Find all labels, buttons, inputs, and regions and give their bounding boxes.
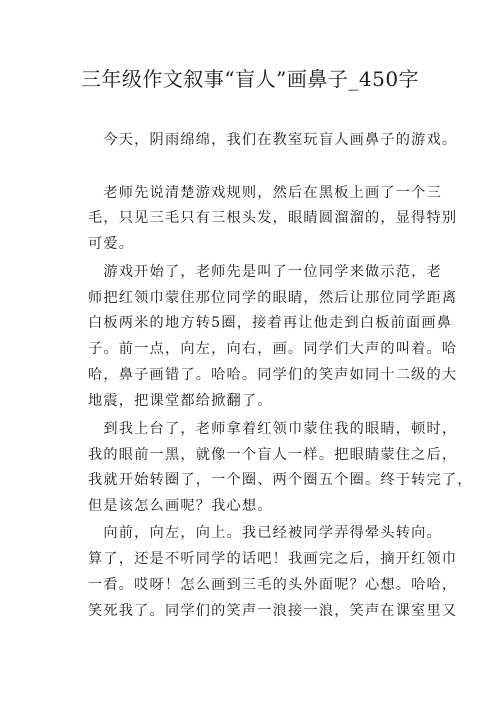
paragraph-line: 但是该怎么画呢？我心想。 [88,498,273,514]
paragraph-line: 我的眼前一黑，就像一个盲人一样。把眼睛蒙住之后， [88,447,458,463]
paragraph-line: 哈，鼻子画错了。哈哈。同学们的笑声如同十二级的大 [88,367,458,383]
paragraph-line: 子。前一点，向左，向右，画。同学们大声的叫着。哈 [88,341,458,357]
document-title: 三年级作文叙事“盲人”画鼻子_450字 [80,67,420,91]
paragraph-line: 我就开始转圈了，一个圈、两个圈五个圈。终于转完了， [88,472,473,488]
paragraph-line: 毛，只见三毛只有三根头发，眼睛圆溜溜的，显得特别 [88,210,458,226]
paragraph-line: 到我上台了，老师拿着红领巾蒙住我的眼睛，顿时， [88,421,458,437]
paragraph-line: 笑死我了。同学们的笑声一浪接一浪，笑声在课室里又 [88,603,458,619]
paragraph-line: 向前，向左，向上。我已经被同学弄得晕头转向。 [88,525,442,541]
paragraph-line: 一看。哎呀！怎么画到三毛的头外面呢？心想。哈哈， [88,577,458,593]
paragraph-line: 地震，把课堂都给掀翻了。 [88,393,273,409]
paragraph-line: 师把红领巾蒙住那位同学的眼睛，然后让那位同学距离 [88,290,458,306]
paragraph-line: 老师先说清楚游戏规则，然后在黑板上画了一个三 [88,185,442,201]
paragraph-line: 可爱。 [88,236,135,252]
paragraph-line: 白板两米的地方转5圈，接着再让他走到白板前面画鼻 [88,315,453,331]
paragraph-line: 今天，阴雨绵绵，我们在教室玩盲人画鼻子的游戏。 [88,132,458,148]
paragraph-line: 算了，还是不听同学的话吧！我画完之后，摘开红领巾 [88,551,458,567]
paragraph-line: 游戏开始了，老师先是叫了一位同学来做示范，老 [88,264,442,280]
